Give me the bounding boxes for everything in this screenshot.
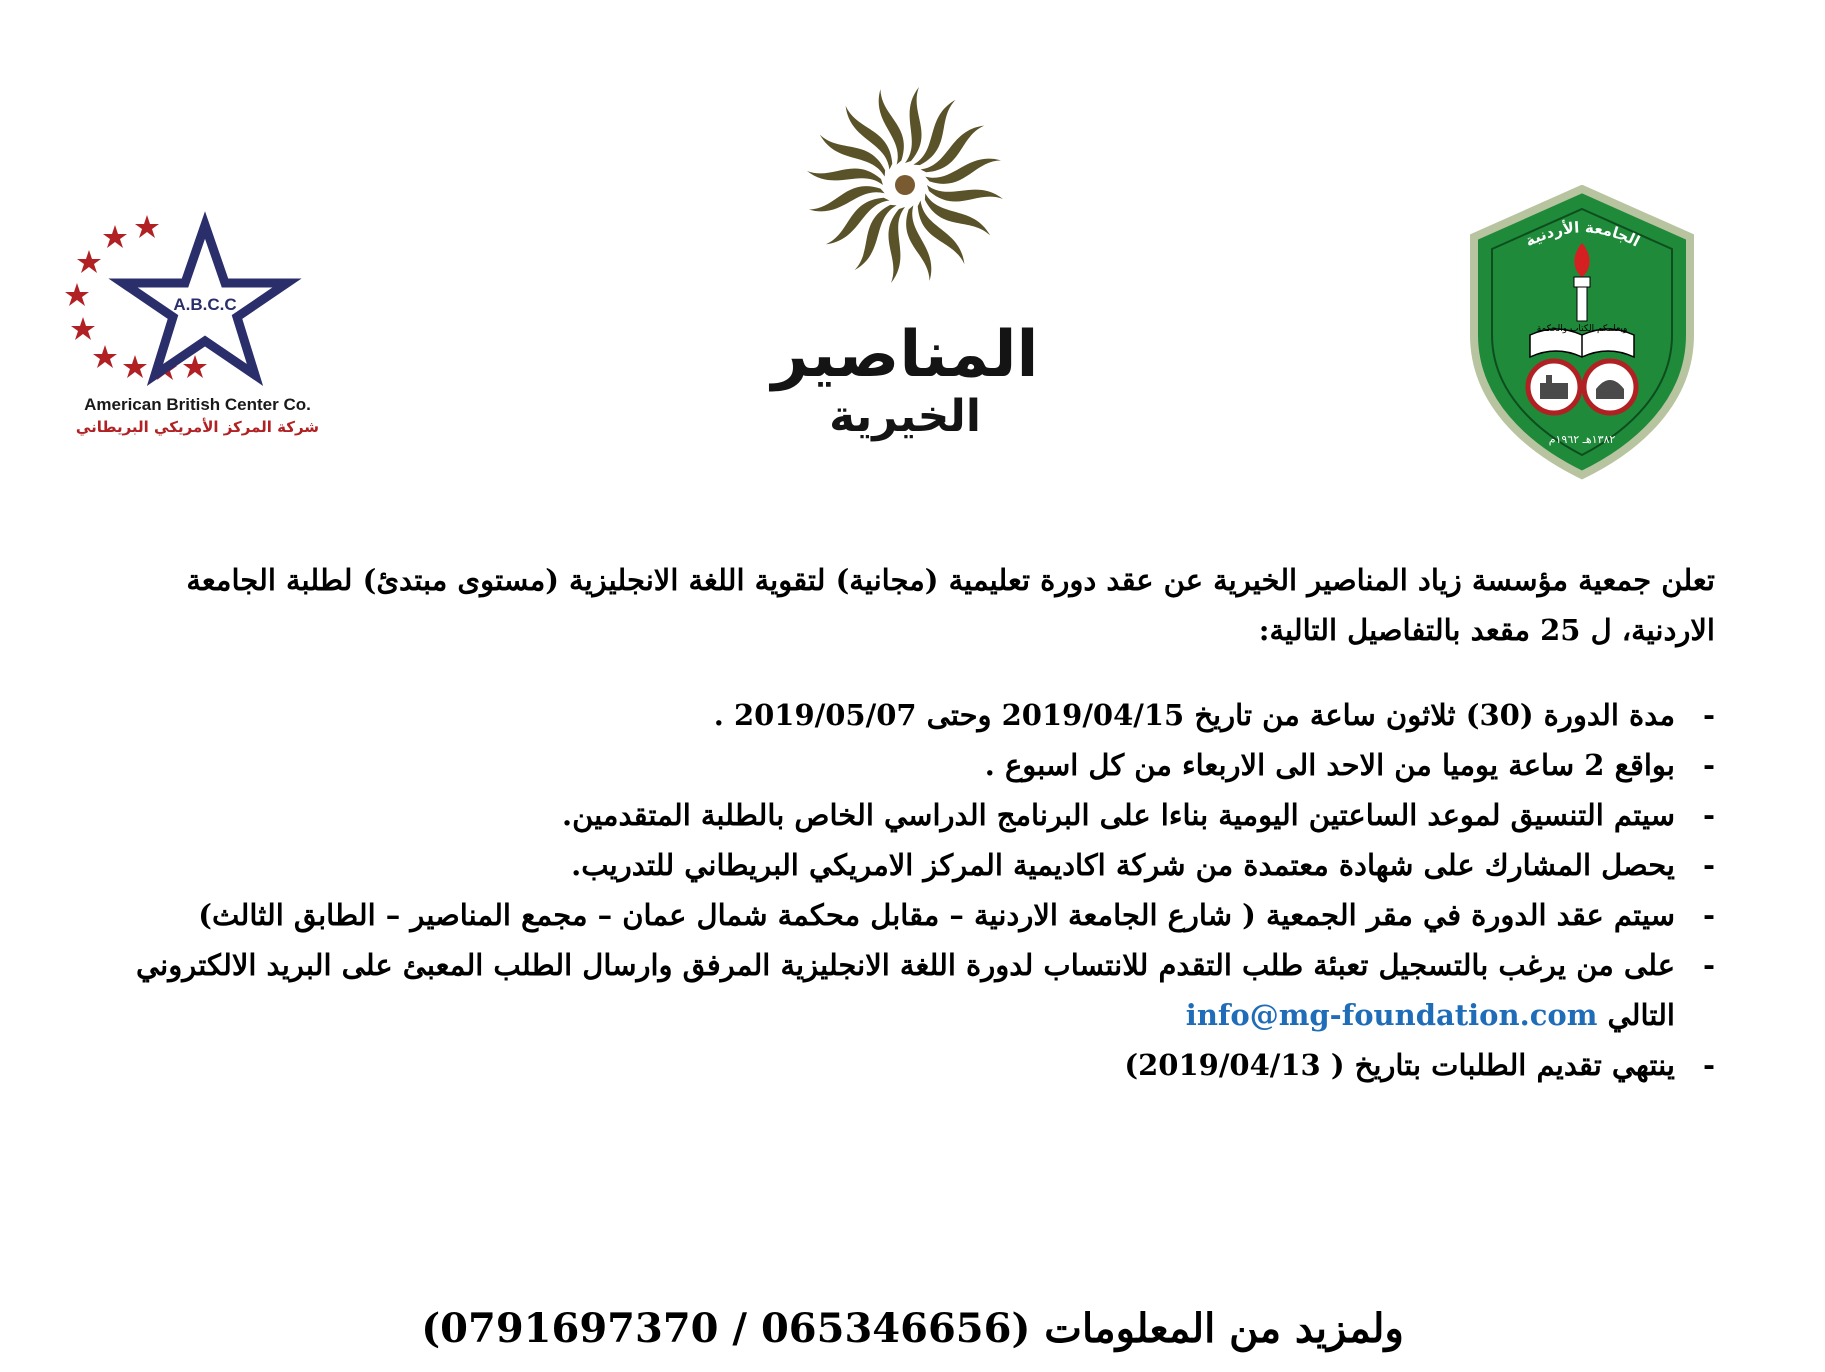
abcc-badge-text: A.B.C.C	[173, 295, 237, 314]
list-item: - سيتم التنسيق لموعد الساعتين اليومية بناءا على البرنامج الدراسي الخاص بالطلبة المتقدمين.	[562, 798, 1715, 832]
list-item: - بواقع 2 ساعة يوميا من الاحد الى الاربعاء من كل اسبوع .	[984, 748, 1715, 782]
manaseer-title: المناصير	[771, 318, 1039, 392]
list-item-registration: - على من يرغب بالتسجيل تعبئة طلب التقدم للانتساب لدورة اللغة الانجليزية المرفق وارسال الطلب المعبئ على البريد الالكتروني التالي info@mg-foundation.com	[136, 948, 1715, 1032]
university-of-jordan-logo	[1470, 185, 1695, 480]
abcc-logo	[55, 205, 345, 460]
contact-info: ولمزيد من المعلومات (065346656 / 0791697370)	[421, 1305, 1404, 1352]
registration-text: على من يرغب بالتسجيل تعبئة طلب التقدم للانتساب لدورة اللغة الانجليزية المرفق وارسال الطلب المعبئ على البريد الالكتروني التالي	[136, 948, 1675, 1032]
list-item: - سيتم عقد الدورة في مقر الجمعية ( شارع الجامعة الاردنية – مقابل محكمة شمال عمان – مجمع المناصير – الطابق الثالث)	[198, 898, 1715, 932]
announcement-paragraph: تعلن جمعية مؤسسة زياد المناصير الخيرية عن عقد دورة تعليمية (مجانية) لتقوية اللغة الانجليزية (مستوى مبتدئ) لطلبة الجامعة الاردنية، ل 25 مقعد بالتفاصيل التالية:	[186, 563, 1715, 647]
university-name: الجامعة الأردنية	[1522, 218, 1643, 251]
list-item: - مدة الدورة (30) ثلاثون ساعة من تاريخ 2019/04/15 وحتى 2019/05/07 .	[713, 698, 1715, 732]
abcc-emblem	[55, 205, 340, 395]
abcc-name-en: American British Center Co.	[84, 395, 311, 414]
sun-swirl-icon	[770, 65, 1040, 315]
details-list	[120, 690, 1715, 1090]
shield-icon	[1470, 185, 1695, 480]
motto-text: وبعلمكم الكتاب والحكمة	[1536, 324, 1628, 334]
founding-year: ١٣٨٢هـ ١٩٦٢م	[1548, 433, 1616, 446]
email-link[interactable]: info@mg-foundation.com	[1185, 998, 1598, 1032]
list-item-deadline: - ينتهي تقديم الطلبات بتاريخ ( 2019/04/13)	[1124, 1048, 1715, 1082]
list-item: - يحصل المشارك على شهادة معتمدة من شركة اكاديمية المركز الامريكي البريطاني للتدريب.	[571, 848, 1715, 882]
manaseer-logo	[770, 65, 1040, 465]
abcc-name-ar: شركة المركز الأمريكي البريطاني	[75, 418, 320, 436]
manaseer-subtitle: الخيرية	[829, 391, 981, 442]
